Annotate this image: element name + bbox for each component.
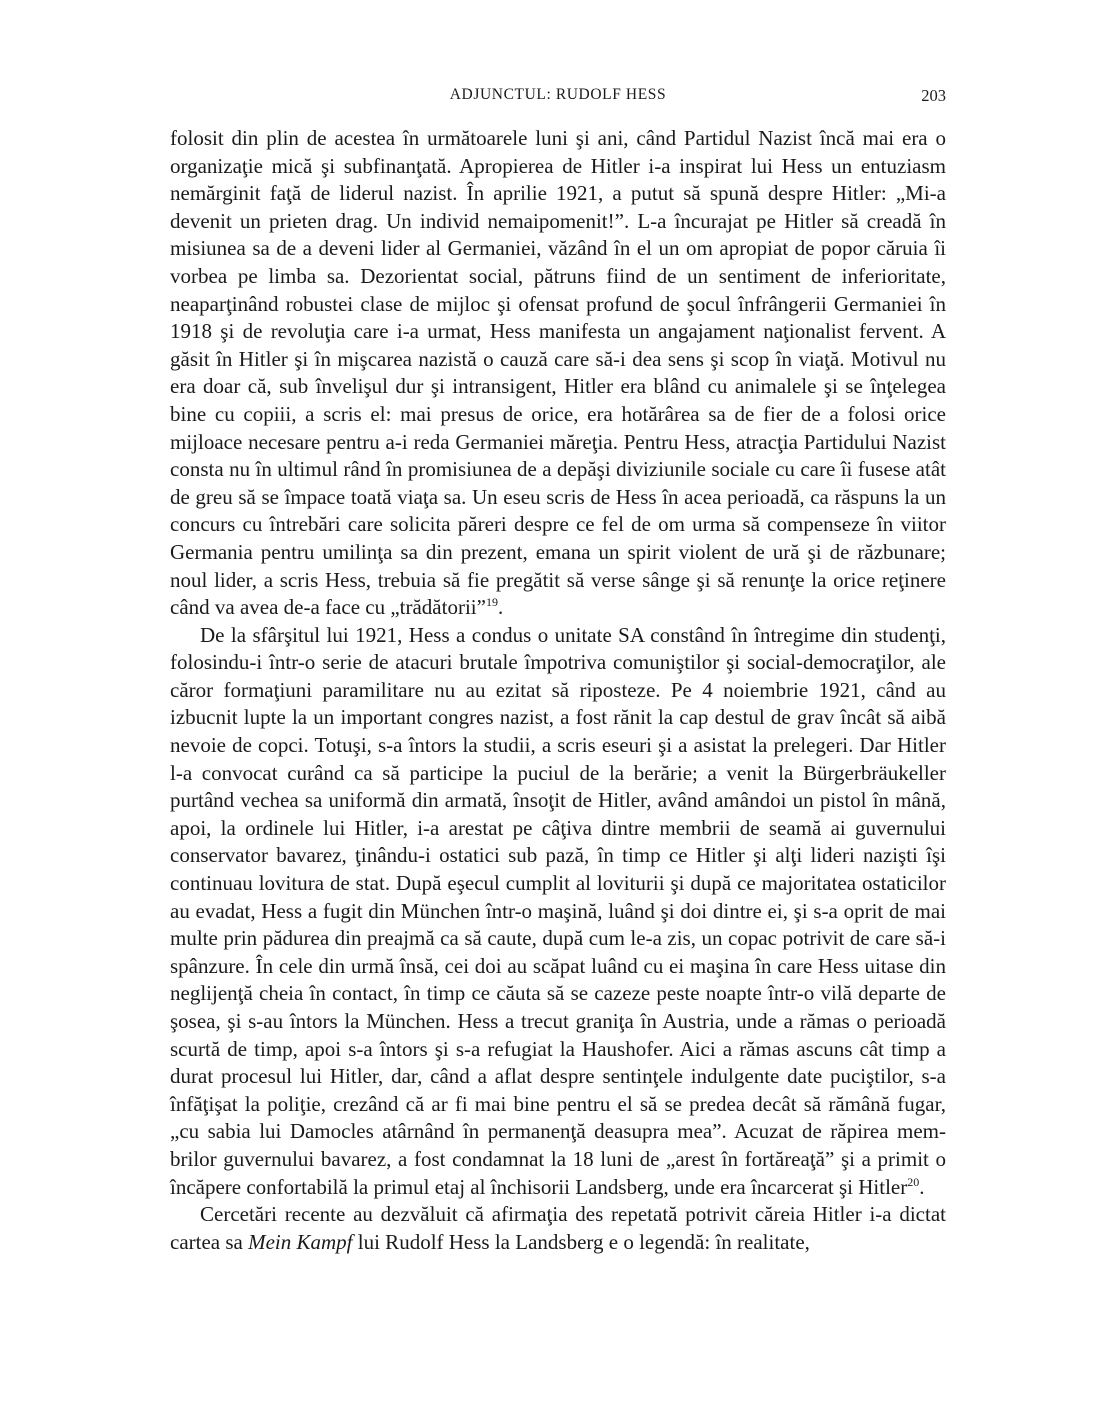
- book-page: [170, 84, 946, 1256]
- paragraph-3: [170, 1201, 946, 1256]
- paragraph-text: .: [919, 1174, 925, 1199]
- paragraph-text: lui Rudolf Hess la Landsberg e o legendă: în realitate,: [352, 1229, 810, 1254]
- running-header: [170, 84, 946, 110]
- book-title-italic: Mein Kampf: [248, 1229, 353, 1254]
- paragraph-text: De la sfârşitul lui 1921, Hess a condus o unitate SA constând în întregime din studenţi, folosindu-i într-o serie de atacuri brutale împotriva comuniştilor şi social-democraţilor, ale căror formaţiuni paramilitare nu au ezitat să riposteze. Pe 4 noiembrie 1921, când au izbucnit lupte la un important congres nazist, a fost rănit la cap destul de grav încât să aibă nevoie de copci. Totuşi, s-a întors la studii, a scris eseuri şi a asistat la prelegeri. Dar Hitler l-a convocat curând ca să participe la puciul de la berărie; a venit la Bürgerbräukeller purtând vechea sa uniformă din armată, însoţit de Hitler, având amândoi un pistol în mână, apoi, la ordinele lui Hitler, i-a arestat pe câţiva dintre membrii de seamă ai guvernului conservator bavarez, ţinându-i ostatici sub pază, în timp ce Hitler şi alţi lideri nazişti îşi continuau lovitura de stat. După eşecul cumplit al loviturii şi după ce majoritatea ostaticilor au evadat, Hess a fugit din München într-o maşină, luând şi doi dintre ei, şi s-a oprit de mai multe prin pădurea din preajmă ca să caute, după cum le-a zis, un copac potrivit de care să-i spânzure. În cele din urmă însă, cei doi au scăpat luând cu ei maşina în care Hess uitase din neglijenţă cheia în contact, în timp ce căuta să se cazeze peste noapte într-o vilă departe de şosea, şi s-au întors la München. Hess a trecut graniţa în Austria, unde a rămas o perioadă scurtă de timp, apoi s-a întors şi s-a refugiat la Haushofer. Aici a rămas ascuns cât timp a durat procesul lui Hitler, dar, când a aflat despre sentinţele indulgente date puciştilor, s-a înfăţişat la poliţie, crezând că ar fi mai bine pentru el să se predea decât să rămână fugar, „cu sabia lui Damocles atârnând în permanenţă deasupra mea”. Acuzat de răpirea membrilor guvernului bavarez, a fost condamnat la 18 luni de „arest în fortăreaţă” şi a primit o încăpere confortabilă la primul etaj al închisorii Landsberg, unde era încarcerat şi Hitler: [170, 622, 946, 1199]
- paragraph-text: folosit din plin de acestea în următoarele luni şi ani, când Partidul Nazist încă mai era o organizaţie mică şi subfinanţată. Apropierea de Hitler i-a inspirat lui Hess un entuziasm nemărginit faţă de liderul nazist. În aprilie 1921, a putut să spună despre Hitler: „Mi-a devenit un prieten drag. Un individ nemaipomenit!”. L-a încurajat pe Hitler să creadă în misiunea sa de a deveni lider al Germaniei, văzând în el un om apropiat de popor căruia îi vorbea pe limba sa. Dezorientat social, pătruns fiind de un sentiment de inferioritate, neaparţinând robustei clase de mijloc şi ofensat profund de şocul înfrângerii Germaniei în 1918 şi de revoluţia care i-a urmat, Hess manifesta un angajament naţionalist fervent. A găsit în Hitler şi în mişcarea nazistă o cauză care să-i dea sens şi scop în viaţă. Motivul nu era doar că, sub învelişul dur şi intransigent, Hitler era blând cu animalele şi se înţelegea bine cu copiii, a scris el: mai presus de orice, era hotărârea sa de fier de a folosi orice mijloace necesare pentru a-i reda Germaniei măreţia. Pentru Hess, atracţia Partidului Nazist consta nu în ultimul rând în promisiunea de a depăşi diviziunile sociale cu care îi fusese atât de greu să se împace toată viaţa sa. Un eseu scris de Hess în acea perioadă, ca răspuns la un concurs cu întrebări care solicita păreri despre ce fel de om urma să compenseze în viitor Germania pentru umilinţa sa din prezent, emana un spirit violent de ură şi de răzbunare; noul lider, a scris Hess, trebuia să fie pregătit să verse sânge şi să renunţe la orice reţinere când va avea de-a face cu „trădătorii”: [170, 126, 946, 620]
- paragraph-text: .: [497, 595, 504, 620]
- body-text: [170, 125, 946, 1256]
- running-title: ADJUNCTUL: RUDOLF HESS: [449, 86, 667, 103]
- paragraph-2: [170, 622, 946, 1201]
- paragraph-1: [170, 125, 946, 622]
- footnote-ref-19: 19: [485, 595, 498, 610]
- page-number: 203: [921, 86, 946, 105]
- paragraph-text: Cercetări recente au dezvăluit că afirmaţia des repetată potrivit căreia Hitler i-a dictat cartea sa: [170, 1202, 946, 1254]
- footnote-ref-20: 20: [907, 1174, 920, 1189]
